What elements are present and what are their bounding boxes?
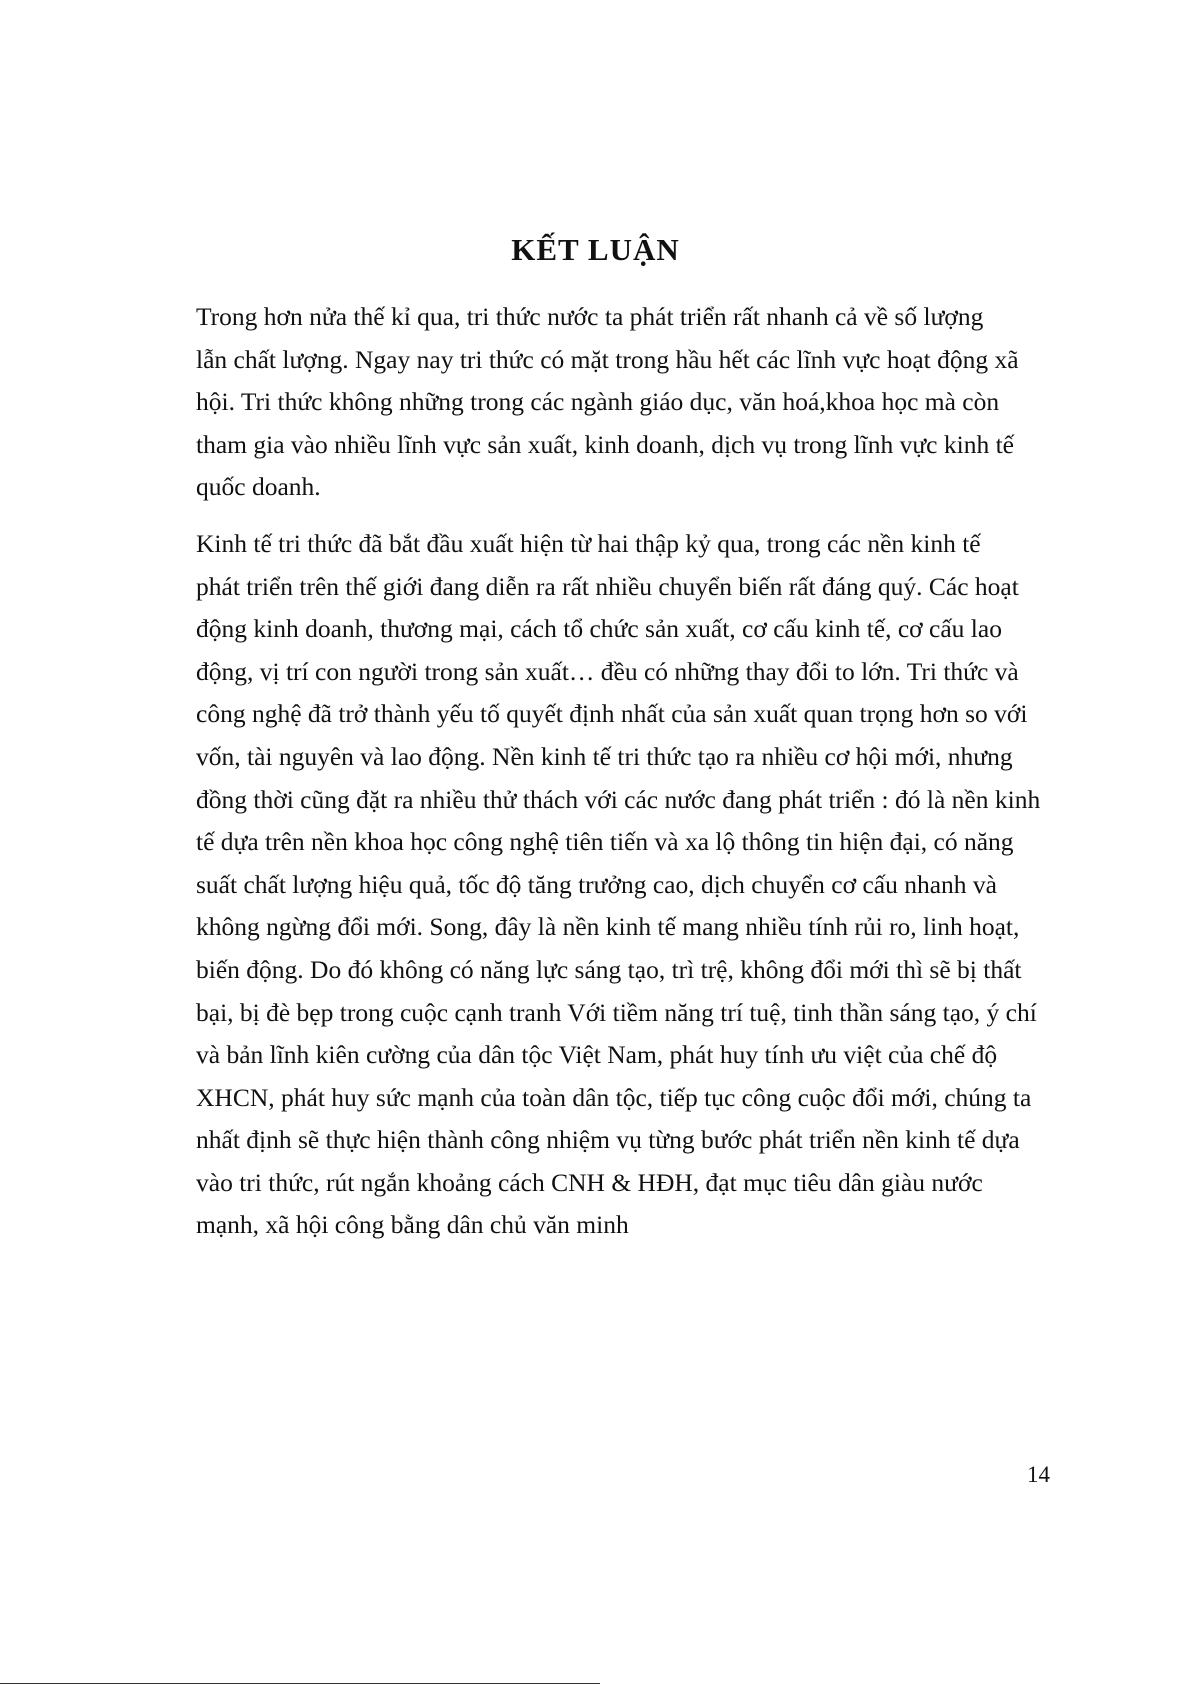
text-line: Trong hơn nửa thế kỉ qua, tri thức nước ta phát triển rất nhanh cả về số lượng xyxy=(196,302,984,331)
text-line: mạnh, xã hội công bằng dân chủ văn minh xyxy=(196,1210,629,1240)
paragraph-2 xyxy=(140,523,1052,1247)
text-line: tế dựa trên nền khoa học công nghệ tiên tiến và xa lộ thông tin hiện đại, có năng xyxy=(196,827,1014,857)
footer-divider xyxy=(0,1683,600,1684)
text-line: suất chất lượng hiệu quả, tốc độ tăng trưởng cao, dịch chuyển cơ cấu nhanh và xyxy=(196,869,997,899)
text-line: bại, bị đè bẹp trong cuộc cạnh tranh Với tiềm năng trí tuệ, tinh thần sáng tạo, ý chí xyxy=(196,997,1037,1027)
text-line: quốc doanh. xyxy=(196,472,321,502)
text-line: hội. Tri thức không những trong các ngành giáo dục, văn hoá,khoa học mà còn xyxy=(196,387,1000,417)
paragraph-1 xyxy=(140,296,1052,509)
text-line: vào tri thức, rút ngắn khoảng cách CNH & HĐH, đạt mục tiêu dân giàu nước xyxy=(196,1167,983,1197)
text-line: và bản lĩnh kiên cường của dân tộc Việt Nam, phát huy tính ưu việt của chế độ xyxy=(196,1040,998,1070)
text-line: không ngừng đổi mới. Song, đây là nền kinh tế mang nhiều tính rủi ro, linh hoạt, xyxy=(196,912,1020,942)
page-number: 14 xyxy=(1027,1462,1050,1487)
text-line: lẫn chất lượng. Ngay nay tri thức có mặt trong hầu hết các lĩnh vực hoạt động xã xyxy=(196,344,1019,374)
document-body xyxy=(140,296,1052,1247)
text-line: vốn, tài nguyên và lao động. Nền kinh tế tri thức tạo ra nhiều cơ hội mới, nhưng xyxy=(196,741,1013,771)
text-line: đồng thời cũng đặt ra nhiều thử thách với các nước đang phát triển : đó là nền kinh xyxy=(196,784,1041,814)
text-line: XHCN, phát huy sức mạnh của toàn dân tộc, tiếp tục công cuộc đổi mới, chúng ta xyxy=(196,1082,1032,1112)
text-line: Kinh tế tri thức đã bắt đầu xuất hiện từ hai thập kỷ qua, trong các nền kinh tế xyxy=(196,528,981,558)
text-line: động, vị trí con người trong sản xuất… đều có những thay đổi to lớn. Tri thức và xyxy=(196,656,1019,686)
text-line: phát triển trên thế giới đang diễn ra rất nhiều chuyển biến rất đáng quý. Các hoạt xyxy=(196,571,1019,601)
text-line: động kinh doanh, thương mại, cách tổ chức sản xuất, cơ cấu kinh tế, cơ cấu lao xyxy=(196,614,1002,644)
text-line: công nghệ đã trở thành yếu tố quyết định nhất của sản xuất quan trọng hơn so với xyxy=(196,699,1028,729)
text-line: tham gia vào nhiều lĩnh vực sản xuất, kinh doanh, dịch vụ trong lĩnh vực kinh tế xyxy=(196,429,1014,459)
page-title: KẾT LUẬN xyxy=(511,232,680,267)
text-line: biến động. Do đó không có năng lực sáng tạo, trì trệ, không đổi mới thì sẽ bị thất xyxy=(196,954,1022,984)
text-line: nhất định sẽ thực hiện thành công nhiệm vụ từng bước phát triển nền kinh tế dựa xyxy=(196,1125,1020,1155)
